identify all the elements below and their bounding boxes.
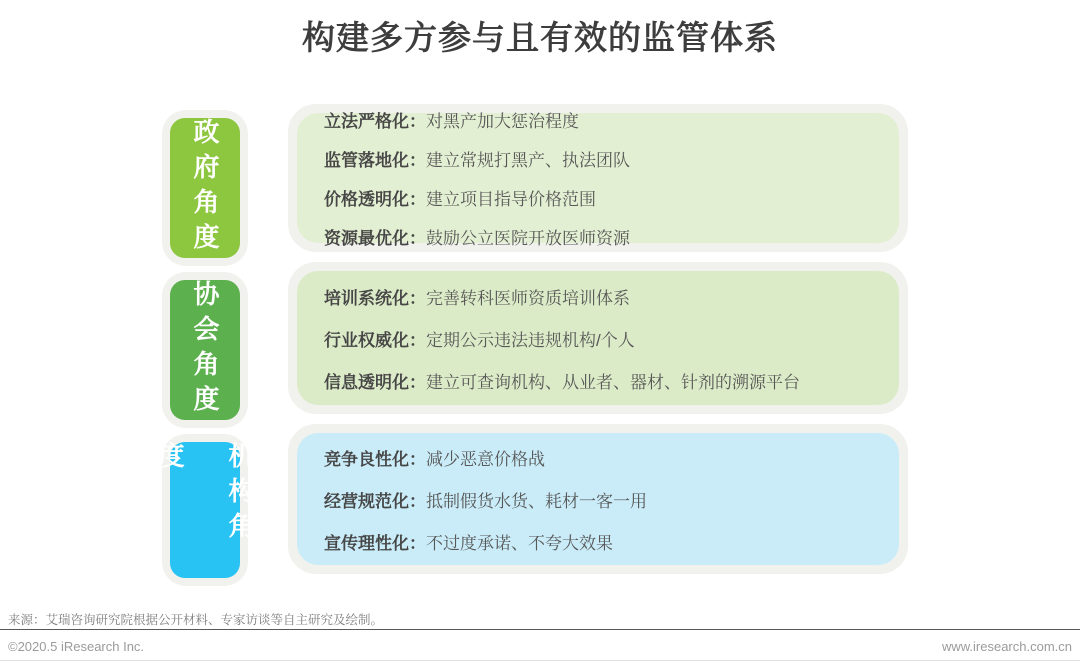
item-term: 资源最优化： [324, 229, 426, 248]
item-desc: 建立项目指导价格范围 [426, 190, 596, 209]
government-angle-pill-label: 政府角度 [170, 118, 240, 258]
item-term: 培训系统化： [324, 288, 426, 308]
list-item [324, 224, 899, 249]
government-content-box [288, 104, 908, 252]
item-term: 行业权威化： [324, 330, 426, 350]
item-term: 监管落地化： [324, 151, 426, 170]
item-desc: 建立可查询机构、从业者、器材、针剂的溯源平台 [426, 372, 800, 392]
item-desc: 鼓励公立医院开放医师资源 [426, 229, 630, 248]
footer-website-url: www.iresearch.com.cn [941, 639, 1072, 654]
list-item [324, 368, 899, 393]
government-angle-pill [162, 110, 248, 266]
list-item [324, 146, 899, 171]
footer-bottom-rule [0, 660, 1080, 661]
item-desc: 不过度承诺、不夸大效果 [426, 533, 613, 553]
list-item [324, 185, 899, 210]
government-content-box-inner [297, 112, 899, 248]
footer-source-note: 来源：艾瑞咨询研究院根据公开材料、专家访谈等自主研究及绘制。 [8, 613, 384, 627]
page-title: 构建多方参与且有效的监管体系 [302, 19, 778, 56]
item-term: 立法严格化： [324, 112, 426, 131]
item-desc: 定期公示违法违规机构/个人 [426, 330, 635, 350]
list-item [324, 487, 899, 512]
institution-content-box [288, 424, 908, 574]
item-term: 宣传理性化： [324, 533, 426, 553]
item-term: 竞争良性化： [324, 449, 426, 469]
footer-copyright: ©2020.5 iResearch Inc. [8, 639, 145, 654]
item-term: 价格透明化： [324, 190, 426, 209]
association-content-box [288, 262, 908, 414]
item-term: 信息透明化： [324, 372, 426, 392]
item-term: 经营规范化： [324, 491, 426, 511]
footer-divider [0, 629, 1080, 630]
list-item [324, 284, 899, 309]
list-item [324, 529, 899, 554]
list-item [324, 326, 899, 351]
association-angle-pill [162, 272, 248, 428]
association-angle-pill-label: 协会角度 [170, 280, 240, 420]
item-desc: 完善转科医师资质培训体系 [426, 288, 630, 308]
list-item [324, 107, 899, 132]
item-desc: 减少恶意价格战 [426, 449, 545, 469]
institution-angle-pill [155, 434, 255, 586]
item-desc: 建立常规打黑产、执法团队 [426, 151, 630, 170]
item-desc: 对黑产加大惩治程度 [426, 112, 579, 131]
association-content-box-inner [297, 271, 899, 405]
institution-content-box-inner [297, 433, 899, 565]
item-desc: 抵制假货水货、耗材一客一用 [426, 491, 647, 511]
institution-angle-pill-label: 机构角度 [170, 442, 240, 578]
list-item [324, 445, 899, 470]
